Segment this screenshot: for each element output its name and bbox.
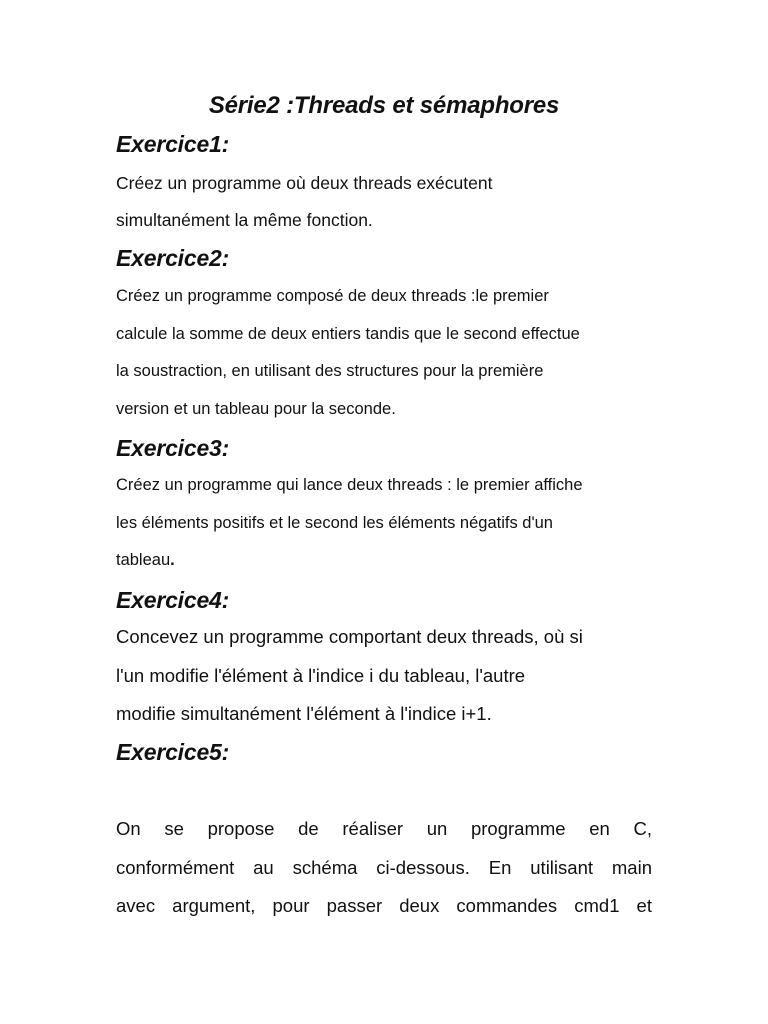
exercise-4-line-3: modifie simultanément l'élément à l'indice i+1. xyxy=(116,703,492,724)
exercise-1-line-2: simultanément la même fonction. xyxy=(116,210,373,230)
exercise-4-line-1: Concevez un programme comportant deux threads, où si xyxy=(116,626,583,647)
exercise-3-line-1: Créez un programme qui lance deux threads : le premier affiche xyxy=(116,476,583,494)
exercise-1-line-1: Créez un programme où deux threads exécutent xyxy=(116,173,493,193)
exercise-5-line-1: On se propose de réaliser un programme en C, xyxy=(116,818,652,839)
exercise-4-line-2: l'un modifie l'élément à l'indice i du tableau, l'autre xyxy=(116,664,526,686)
exercise-3-text xyxy=(116,467,656,580)
exercise-5-heading: Exercice5: xyxy=(116,739,230,765)
exercise-5-text xyxy=(116,810,652,926)
exercise-3-line-2: les éléments positifs et le second les éléments négatifs d'un xyxy=(116,513,553,532)
exercise-2-line-2: calcule la somme de deux entiers tandis que le second effectue xyxy=(116,324,580,343)
exercise-5-line-3: avec argument, pour passer deux commandes cmd1 et xyxy=(116,895,652,916)
exercise-3-line-3-text: tableau xyxy=(116,551,171,569)
exercise-2-line-1: Créez un programme composé de deux threads :le premier xyxy=(116,287,549,305)
exercise-3-line-3-period: . xyxy=(170,551,175,569)
exercise-2-text xyxy=(116,278,656,428)
exercise-1-heading: Exercice1: xyxy=(116,131,230,157)
document-title: Série2 :Threads et sémaphores xyxy=(208,92,560,119)
exercise-5-line-2: conformément au schéma ci-dessous. En utilisant main xyxy=(116,856,652,878)
exercise-2-line-3: la soustraction, en utilisant des structures pour la première xyxy=(116,362,544,380)
exercise-3-line-3 xyxy=(116,542,656,580)
exercise-3-heading: Exercice3: xyxy=(116,435,230,461)
exercise-2-heading: Exercice2: xyxy=(116,245,230,271)
exercise-2-line-4: version et un tableau pour la seconde. xyxy=(116,399,396,418)
exercise-4-heading: Exercice4: xyxy=(116,587,230,613)
exercise-4-text xyxy=(116,618,656,734)
exercise-1-text xyxy=(116,165,656,239)
